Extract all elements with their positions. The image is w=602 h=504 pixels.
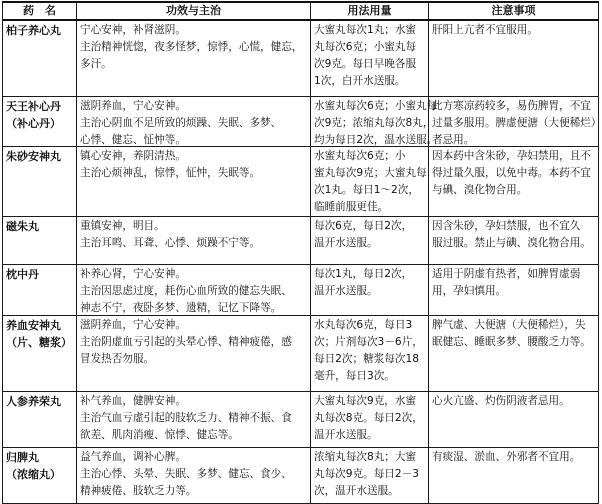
usage-line: 次9克。每日早晚各服 <box>314 58 417 70</box>
effect-cell <box>77 147 311 217</box>
effect-line: 欲差、肌肉消瘦、惊悸、健忘等。 <box>80 429 239 441</box>
effect-line: 冒发热否勿服。 <box>80 353 155 365</box>
table-header-row <box>3 2 599 20</box>
table-row <box>3 217 599 265</box>
caution-line: 心火亢盛、灼伤阴液者忌用。 <box>432 395 570 407</box>
caution-line: 脾气虚、大便溏（大便稀烂），失 <box>432 319 586 331</box>
table-row <box>3 316 599 392</box>
usage-line: 每次1丸，每日2次， <box>314 268 413 280</box>
caution-cell <box>429 448 599 504</box>
usage-line: 水蜜丸每次6克；小蜜丸每 <box>314 100 438 112</box>
medicine-name-cell <box>3 265 77 316</box>
usage-line: 次，温开水送服。 <box>314 485 399 497</box>
medicine-name-line: （浓缩丸） <box>6 468 61 481</box>
table-row <box>3 265 599 316</box>
usage-line: 均为每日2次，温水送服。 <box>314 134 438 146</box>
usage-cell <box>311 20 429 97</box>
medicine-name-line: 天王补心丹 <box>6 100 61 113</box>
usage-line: 临睡前服更佳。 <box>314 201 389 213</box>
usage-line: 次1丸。每日1～2次， <box>314 184 419 196</box>
usage-line: 1次，白开水送服。 <box>314 75 406 87</box>
caution-line: 得过量久服，以免中毒。本药不宜 <box>432 167 591 179</box>
medicine-name-line: （补心丹） <box>6 117 61 130</box>
effect-line: 宁心安神，补肾滋阴。 <box>80 24 186 36</box>
medicine-name-line: （片、糖浆） <box>6 336 72 349</box>
table-row <box>3 147 599 217</box>
effect-line: 滋阴养血，宁心安神。 <box>80 100 186 112</box>
usage-line: 水蜜丸每次6克；小 <box>314 150 406 162</box>
effect-line: 镇心安神，养阴清热。 <box>80 150 186 162</box>
caution-line: 肝阳上亢者不宜服用。 <box>432 24 538 36</box>
caution-line: 者忌用。 <box>432 134 475 146</box>
effect-line: 神志不宁，夜卧多梦、遗精，记忆下降等。 <box>80 302 282 314</box>
effect-line: 主治因思虑过度，耗伤心血所致的健忘失眠、 <box>80 285 292 297</box>
effect-line: 主治阴虚血亏引起的头晕心悸、精神疲倦，感 <box>80 336 292 348</box>
effect-line: 主治气血亏虚引起的肢软乏力、精神不振、食 <box>80 412 292 424</box>
effect-line: 补养心肾，宁心安神。 <box>80 268 186 280</box>
table-row <box>3 97 599 147</box>
caution-line: 服过服。禁止与碘、溴化物合用。 <box>432 237 591 249</box>
effect-cell <box>77 97 311 147</box>
effect-line: 主治精神恍惚，夜多怪梦，惊悸，心慌，健忘， <box>80 41 303 53</box>
effect-line: 主治心阴血不足所致的烦躁、失眠、多梦、 <box>80 117 282 129</box>
table-row <box>3 448 599 504</box>
medicine-name-cell <box>3 217 77 265</box>
caution-line: 因本药中含朱砂，孕妇禁用，且不 <box>432 150 591 162</box>
effect-line: 滋阴养血，宁心安神。 <box>80 319 186 331</box>
effect-line: 主治耳鸣、耳聋、心悸、烦躁不宁等。 <box>80 237 261 249</box>
medicine-name-cell <box>3 97 77 147</box>
effect-line: 主治心悸、头晕、失眠、多梦、健忘、食少、 <box>80 468 292 480</box>
header-usage: 用法用量 <box>311 2 429 20</box>
medicine-name-cell <box>3 448 77 504</box>
caution-line: 过量多服用。脾虚便溏（大便稀烂） <box>432 117 602 129</box>
usage-line: 每日2次；糖浆每次18 <box>314 353 419 365</box>
medicine-name-line: 枕中丹 <box>6 268 39 281</box>
caution-line: 因含朱砂，孕妇禁服，也不宜久 <box>432 220 581 232</box>
medicine-name-line: 朱砂安神丸 <box>6 150 61 163</box>
usage-line: 水丸每次6克，每日3 <box>314 319 413 331</box>
usage-line: 次；片剂每次3－6片， <box>314 336 423 348</box>
medicine-name-line: 养血安神丸 <box>6 319 61 332</box>
caution-cell <box>429 316 599 392</box>
usage-cell <box>311 316 429 392</box>
effect-line: 重镇安神，明目。 <box>80 220 165 232</box>
usage-line: 大蜜丸每次9克，水蜜 <box>314 395 417 407</box>
header-caution: 注意事项 <box>429 2 599 20</box>
medicine-table-sheet <box>2 1 602 497</box>
medicine-name-cell <box>3 392 77 448</box>
usage-line: 丸每次6克；小蜜丸每 <box>314 41 417 53</box>
effect-cell <box>77 20 311 97</box>
medicine-name-line: 磁朱丸 <box>6 220 39 233</box>
effect-line: 益气养血，调补心脾。 <box>80 451 186 463</box>
usage-line: 大蜜丸每次1丸；水蜜 <box>314 24 417 36</box>
caution-line: 与碘、溴化物合用。 <box>432 184 528 196</box>
header-effect: 功效与主治 <box>77 2 311 20</box>
caution-cell <box>429 392 599 448</box>
medicine-name-line: 归脾丸 <box>6 451 39 464</box>
caution-line: 有痰湿、淤血、外邪者不宜用。 <box>432 451 581 463</box>
usage-line: 温开水送服。 <box>314 237 378 249</box>
usage-cell <box>311 97 438 147</box>
effect-cell <box>77 217 311 265</box>
usage-line: 次9克；浓缩丸每次8丸， <box>314 117 434 129</box>
caution-cell <box>429 217 599 265</box>
effect-cell <box>77 265 311 316</box>
usage-cell <box>311 448 429 504</box>
effect-line: 精神疲倦、肢软乏力等。 <box>80 485 197 497</box>
medicine-name-line: 柏子养心丸 <box>6 24 61 37</box>
usage-line: 蜜丸每次9克；大蜜丸每 <box>314 167 427 179</box>
caution-cell <box>429 97 602 147</box>
usage-line: 丸每次9克。每日2－3 <box>314 468 419 480</box>
header-name: 药 名 <box>3 2 77 20</box>
medicine-name-cell <box>3 147 77 217</box>
caution-cell <box>429 147 599 217</box>
usage-line: 温开水送服。 <box>314 429 378 441</box>
usage-line: 丸每次8克。每日2次， <box>314 412 423 424</box>
caution-cell <box>429 265 599 316</box>
usage-cell <box>311 392 429 448</box>
usage-cell <box>311 147 429 217</box>
caution-line: 适用于阴虚有热者，如脾胃虚弱 <box>432 268 581 280</box>
usage-cell <box>311 265 429 316</box>
caution-line: 用，孕妇慎用。 <box>432 285 507 297</box>
medicine-name-cell <box>3 316 77 392</box>
effect-line: 补气养血，健脾安神。 <box>80 395 186 407</box>
medicine-name-cell <box>3 20 77 97</box>
caution-line: 此方寒凉药较多，易伤脾胃，不宜 <box>432 100 591 112</box>
effect-line: 多汗。 <box>80 58 112 70</box>
medicine-name-line: 人参养荣丸 <box>6 395 61 408</box>
usage-line: 每次6克，每日2次， <box>314 220 413 232</box>
table-row <box>3 20 599 97</box>
effect-cell <box>77 392 311 448</box>
usage-line: 毫升，每日3次。 <box>314 370 395 382</box>
usage-cell <box>311 217 429 265</box>
caution-line: 眠健忘、睡眠多梦、腰酸乏力等。 <box>432 336 591 348</box>
table-row <box>3 392 599 448</box>
effect-cell <box>77 448 311 504</box>
effect-cell <box>77 316 311 392</box>
medicine-table <box>2 1 602 504</box>
usage-line: 浓缩丸每次8丸；大蜜 <box>314 451 417 463</box>
usage-line: 温开水送服。 <box>314 285 378 297</box>
caution-cell <box>429 20 599 97</box>
effect-line: 心悸、健忘、怔忡等。 <box>80 134 186 146</box>
effect-line: 主治心烦神乱，惊悸，怔忡，失眠等。 <box>80 167 261 179</box>
